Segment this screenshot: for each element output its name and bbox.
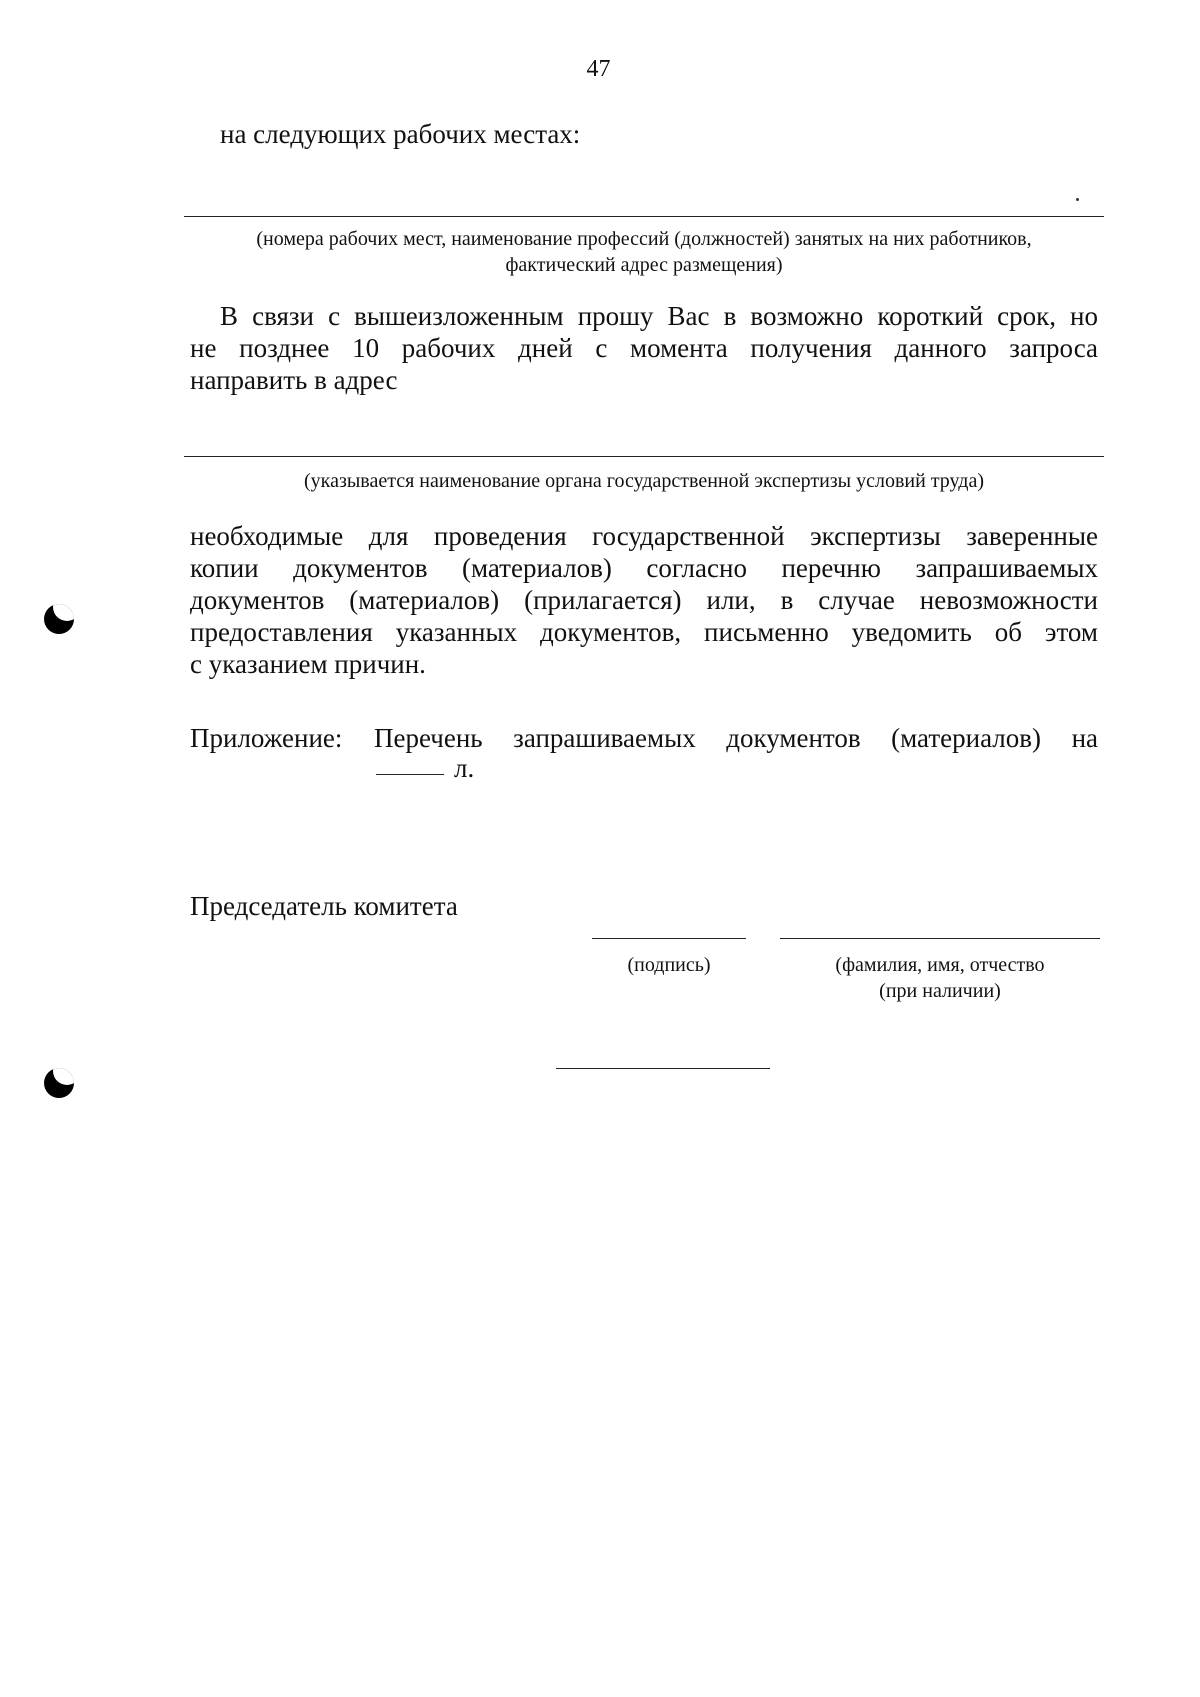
closing-separator-line bbox=[556, 1068, 770, 1069]
documents-line1: необходимые для проведения государственной экспертизы заверенные bbox=[190, 521, 1098, 551]
name-caption-line2: (при наличии) bbox=[879, 980, 1001, 1002]
request-paragraph bbox=[190, 300, 1098, 396]
chairman-label: Председатель комитета bbox=[190, 891, 458, 921]
workplaces-fill-line bbox=[184, 216, 1104, 217]
hole-punch-mark-icon bbox=[44, 1068, 74, 1098]
organ-fill-line bbox=[184, 456, 1104, 457]
attachment-text-line1: Перечень запрашиваемых документов (материалов) на bbox=[374, 723, 1098, 753]
workplaces-caption-line1: (номера рабочих мест, наименование профессий (должностей) занятых на них работников, bbox=[256, 228, 1032, 250]
workplaces-caption-line2: фактический адрес размещения) bbox=[505, 254, 783, 276]
attachment-label: Приложение: bbox=[190, 723, 343, 753]
attachment-text-line2: л. bbox=[454, 753, 475, 783]
request-line2: не позднее 10 рабочих дней с момента получения данного запроса bbox=[190, 333, 1098, 363]
documents-line2: копии документов (материалов) согласно перечню запрашиваемых bbox=[190, 553, 1098, 583]
intro-text: на следующих рабочих местах: bbox=[220, 119, 581, 149]
organ-caption: (указывается наименование органа государственной экспертизы условий труда) bbox=[304, 470, 984, 492]
request-line3: направить в адрес bbox=[190, 365, 398, 395]
signature-caption: (подпись) bbox=[627, 954, 711, 976]
signature-fill-line bbox=[592, 938, 746, 939]
page-number: 47 bbox=[586, 56, 611, 82]
documents-paragraph bbox=[190, 520, 1098, 680]
hole-punch-mark-icon bbox=[44, 604, 74, 634]
workplaces-caption bbox=[184, 226, 1104, 278]
attachment-pages-fill-line bbox=[376, 774, 444, 775]
name-fill-line bbox=[780, 938, 1100, 939]
name-caption bbox=[780, 952, 1100, 1004]
request-line1: В связи с вышеизложенным прошу Вас в возможно короткий срок, но bbox=[220, 301, 1098, 331]
documents-line4: предоставления указанных документов, письменно уведомить об этом bbox=[190, 617, 1098, 647]
documents-line5: с указанием причин. bbox=[190, 649, 426, 679]
name-caption-line1: (фамилия, имя, отчество bbox=[835, 954, 1045, 976]
documents-line3: документов (материалов) (прилагается) или, в случае невозможности bbox=[190, 585, 1098, 615]
stray-dot bbox=[1076, 198, 1079, 201]
